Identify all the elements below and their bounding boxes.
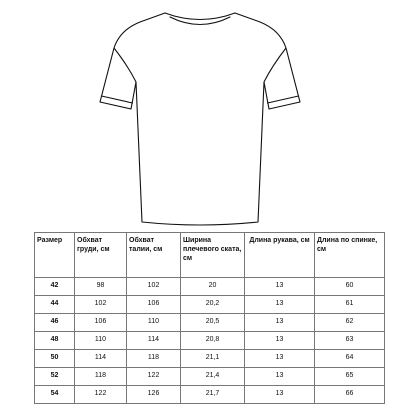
cell-size: 44 (35, 296, 75, 314)
cell-shoulder: 20 (181, 278, 245, 296)
header-size: Размер (35, 233, 75, 278)
cell-shoulder: 21,7 (181, 386, 245, 404)
cell-sleeve: 13 (245, 350, 315, 368)
table-row (35, 350, 385, 368)
cell-chest: 106 (75, 314, 127, 332)
cell-size: 52 (35, 368, 75, 386)
cell-shoulder: 20,2 (181, 296, 245, 314)
cell-size: 42 (35, 278, 75, 296)
cell-shoulder: 21,1 (181, 350, 245, 368)
cell-waist: 114 (127, 332, 181, 350)
cell-size: 46 (35, 314, 75, 332)
table-row (35, 278, 385, 296)
cell-sleeve: 13 (245, 386, 315, 404)
cell-sleeve: 13 (245, 296, 315, 314)
cell-size: 54 (35, 386, 75, 404)
cell-shoulder: 20,5 (181, 314, 245, 332)
cell-chest: 118 (75, 368, 127, 386)
cell-chest: 110 (75, 332, 127, 350)
cell-back-length: 62 (315, 314, 385, 332)
cell-size: 48 (35, 332, 75, 350)
size-chart-table (34, 232, 385, 404)
left-sleeve-seam (114, 48, 136, 82)
cell-back-length: 65 (315, 368, 385, 386)
cell-chest: 98 (75, 278, 127, 296)
right-sleeve-hem (268, 96, 299, 103)
left-sleeve-hem (102, 96, 133, 103)
cell-chest: 122 (75, 386, 127, 404)
table-header-row (35, 233, 385, 278)
cell-sleeve: 13 (245, 278, 315, 296)
cell-waist: 110 (127, 314, 181, 332)
right-sleeve-seam (264, 48, 286, 82)
header-sleeve: Длина рукава, см (245, 233, 315, 278)
collar-outer (165, 13, 235, 20)
cell-back-length: 64 (315, 350, 385, 368)
cell-chest: 114 (75, 350, 127, 368)
cell-waist: 122 (127, 368, 181, 386)
cell-back-length: 66 (315, 386, 385, 404)
collar-inner (170, 17, 230, 25)
header-back-length: Длина по спинке, см (315, 233, 385, 278)
cell-sleeve: 13 (245, 332, 315, 350)
cell-waist: 118 (127, 350, 181, 368)
shirt-body-outline (100, 13, 300, 225)
header-shoulder: Ширина плечевого ската, см (181, 233, 245, 278)
table-row (35, 314, 385, 332)
table-row (35, 368, 385, 386)
cell-chest: 102 (75, 296, 127, 314)
cell-sleeve: 13 (245, 314, 315, 332)
cell-waist: 102 (127, 278, 181, 296)
cell-back-length: 63 (315, 332, 385, 350)
cell-size: 50 (35, 350, 75, 368)
table-row (35, 386, 385, 404)
cell-shoulder: 21,4 (181, 368, 245, 386)
cell-back-length: 60 (315, 278, 385, 296)
cell-waist: 126 (127, 386, 181, 404)
header-chest: Обхват груди, см (75, 233, 127, 278)
cell-shoulder: 20,8 (181, 332, 245, 350)
header-waist: Обхват талии, см (127, 233, 181, 278)
cell-sleeve: 13 (245, 368, 315, 386)
cell-waist: 106 (127, 296, 181, 314)
cell-back-length: 61 (315, 296, 385, 314)
table-row (35, 296, 385, 314)
table-row (35, 332, 385, 350)
